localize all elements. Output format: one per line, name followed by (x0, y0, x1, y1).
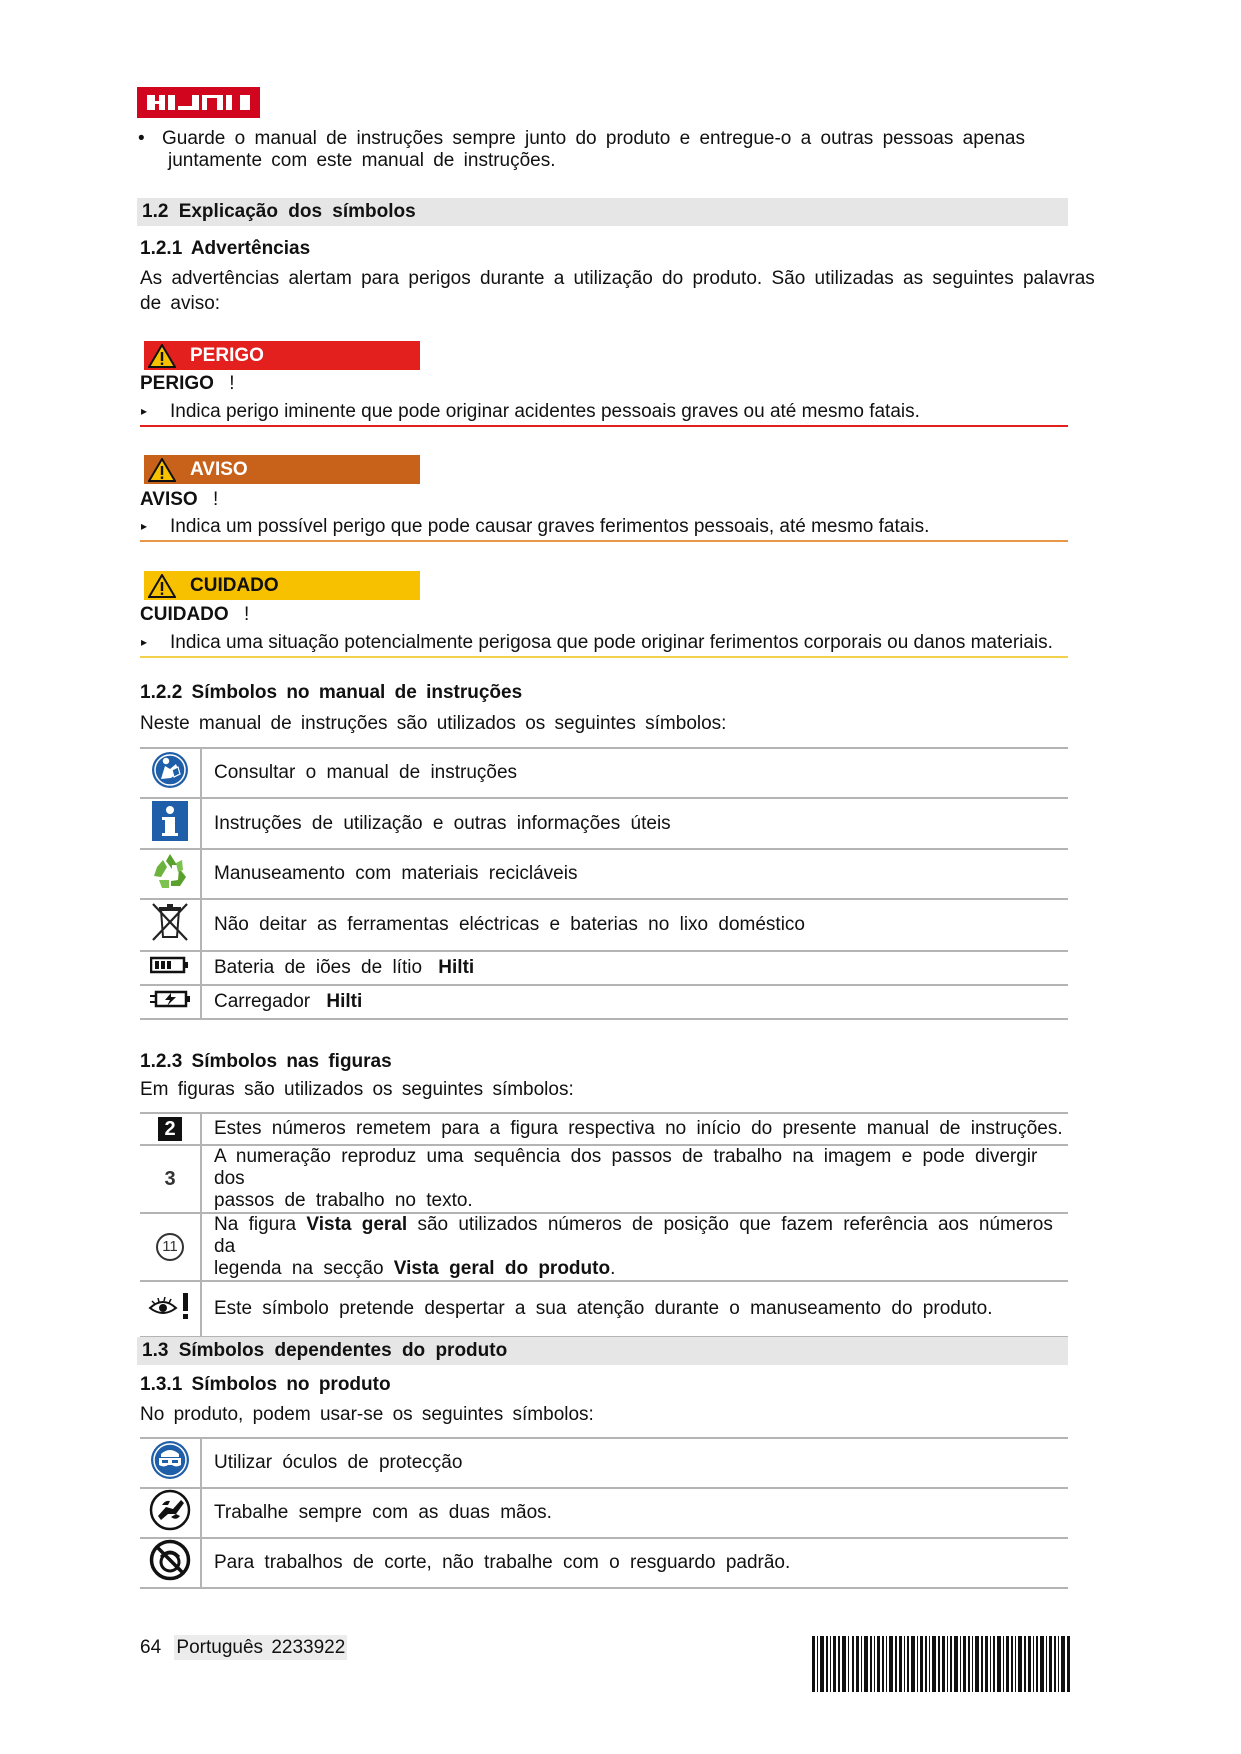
table-row (140, 1488, 1068, 1538)
perigo-badge (144, 341, 420, 370)
read-manual-icon (140, 748, 201, 798)
table-cell: A numeração reproduz uma sequência dos passos de trabalho na imagem e pode divergir dos passos de trabalho no texto. (201, 1145, 1068, 1213)
page-number: 64 (140, 1637, 162, 1658)
table-cell: Bateria de iões de lítio Hilti (201, 951, 1068, 985)
sub-1-3-1-intro: No produto, podem usar-se os seguintes símbolos: (140, 1404, 594, 1425)
intro-bullet-mark: • (138, 128, 145, 149)
crossed-bin-icon (140, 899, 201, 951)
position-number-icon: 11 (140, 1213, 201, 1281)
table-row (140, 1213, 1068, 1281)
warnings-intro-line1: As advertências alertam para perigos durante a utilização do produto. São utilizadas as seguintes palavras (140, 268, 1095, 289)
table-row (140, 798, 1068, 849)
aviso-text: Indica um possível perigo que pode causar graves ferimentos pessoais, até mesmo fatais. (170, 516, 930, 537)
table-row (140, 1438, 1068, 1488)
table-cell: Instruções de utilização e outras informações úteis (201, 798, 1068, 849)
step-number-icon: 3 (140, 1145, 201, 1213)
table-row (140, 849, 1068, 899)
perigo-text: Indica perigo iminente que pode originar acidentes pessoais graves ou até mesmo fatais. (170, 401, 920, 422)
warning-triangle-icon (148, 458, 176, 482)
table-cell: Carregador Hilti (201, 985, 1068, 1019)
intro-bullet-line2: juntamente com este manual de instruções. (168, 150, 556, 171)
two-hands-icon (140, 1488, 201, 1538)
safety-goggles-icon (140, 1438, 201, 1488)
sub-1-2-1-title: 1.2.1 Advertências (140, 238, 311, 259)
battery-icon (140, 951, 201, 985)
no-standard-guard-icon (140, 1538, 201, 1588)
footer-language: Português 2233922 (176, 1637, 346, 1658)
section-1-3-header (137, 1337, 1068, 1365)
table-cell: Estes números remetem para a figura respectiva no início do presente manual de instruções. (201, 1113, 1068, 1145)
recycle-icon (140, 849, 201, 899)
intro-bullet-line1: Guarde o manual de instruções sempre junto do produto e entregue-o a outras pessoas apenas (162, 128, 1025, 149)
section-1-2-header (137, 198, 1068, 226)
product-symbols-table (140, 1437, 1068, 1589)
aviso-badge (144, 455, 420, 484)
doc-number: 2233922 (271, 1637, 346, 1658)
perigo-heading: PERIGO ! (140, 373, 235, 394)
perigo-badge-label: PERIGO (190, 345, 264, 366)
attention-eye-icon (140, 1281, 201, 1337)
warnings-intro-line2: de aviso: (140, 293, 221, 314)
warning-triangle-icon (148, 574, 176, 598)
table-row (140, 1281, 1068, 1337)
warning-triangle-icon (148, 344, 176, 368)
figure-number-icon: 2 (140, 1113, 201, 1145)
table-row (140, 899, 1068, 951)
page-footer (140, 1637, 347, 1659)
table-row (140, 1538, 1068, 1588)
sub-1-2-3-title: 1.2.3 Símbolos nas figuras (140, 1051, 392, 1072)
figure-symbols-table (140, 1112, 1068, 1338)
sub-1-2-2-intro: Neste manual de instruções são utilizados os seguintes símbolos: (140, 713, 727, 734)
table-row (140, 748, 1068, 798)
section-1-3-title: 1.3 Símbolos dependentes do produto (142, 1340, 508, 1361)
table-cell: Na figura Vista geral são utilizados números de posição que fazem referência aos números da legenda na secção Vista geral do produto. (201, 1213, 1068, 1281)
cuidado-arrow: ▸ (141, 635, 148, 649)
manual-symbols-table (140, 747, 1068, 1020)
section-1-2-title: 1.2 Explicação dos símbolos (142, 201, 416, 222)
table-row (140, 1113, 1068, 1145)
table-cell: Consultar o manual de instruções (201, 748, 1068, 798)
table-row (140, 951, 1068, 985)
table-cell: Para trabalhos de corte, não trabalhe com o resguardo padrão. (201, 1538, 1068, 1588)
cuidado-heading: CUIDADO ! (140, 604, 250, 625)
aviso-badge-label: AVISO (190, 459, 248, 480)
info-icon (140, 798, 201, 849)
charger-icon (140, 985, 201, 1019)
cuidado-badge-label: CUIDADO (190, 575, 279, 596)
cuidado-rule (140, 656, 1068, 658)
sub-1-2-3-intro: Em figuras são utilizados os seguintes símbolos: (140, 1079, 574, 1100)
table-cell: Não deitar as ferramentas eléctricas e baterias no lixo doméstico (201, 899, 1068, 951)
cuidado-badge (144, 571, 420, 600)
aviso-rule (140, 540, 1068, 542)
table-cell: Este símbolo pretende despertar a sua atenção durante o manuseamento do produto. (201, 1281, 1068, 1337)
sub-1-3-1-title: 1.3.1 Símbolos no produto (140, 1374, 391, 1395)
table-cell: Trabalhe sempre com as duas mãos. (201, 1488, 1068, 1538)
table-cell: Manuseamento com materiais recicláveis (201, 849, 1068, 899)
cuidado-text: Indica uma situação potencialmente perigosa que pode originar ferimentos corporais ou danos materiais. (170, 632, 1053, 653)
table-cell: Utilizar óculos de protecção (201, 1438, 1068, 1488)
barcode (812, 1636, 1070, 1692)
hilti-logo (137, 87, 260, 118)
sub-1-2-2-title: 1.2.2 Símbolos no manual de instruções (140, 682, 523, 703)
perigo-arrow: ▸ (141, 404, 148, 418)
table-row (140, 1145, 1068, 1213)
aviso-arrow: ▸ (141, 519, 148, 533)
aviso-heading: AVISO ! (140, 489, 219, 510)
table-row (140, 985, 1068, 1019)
perigo-rule (140, 425, 1068, 427)
